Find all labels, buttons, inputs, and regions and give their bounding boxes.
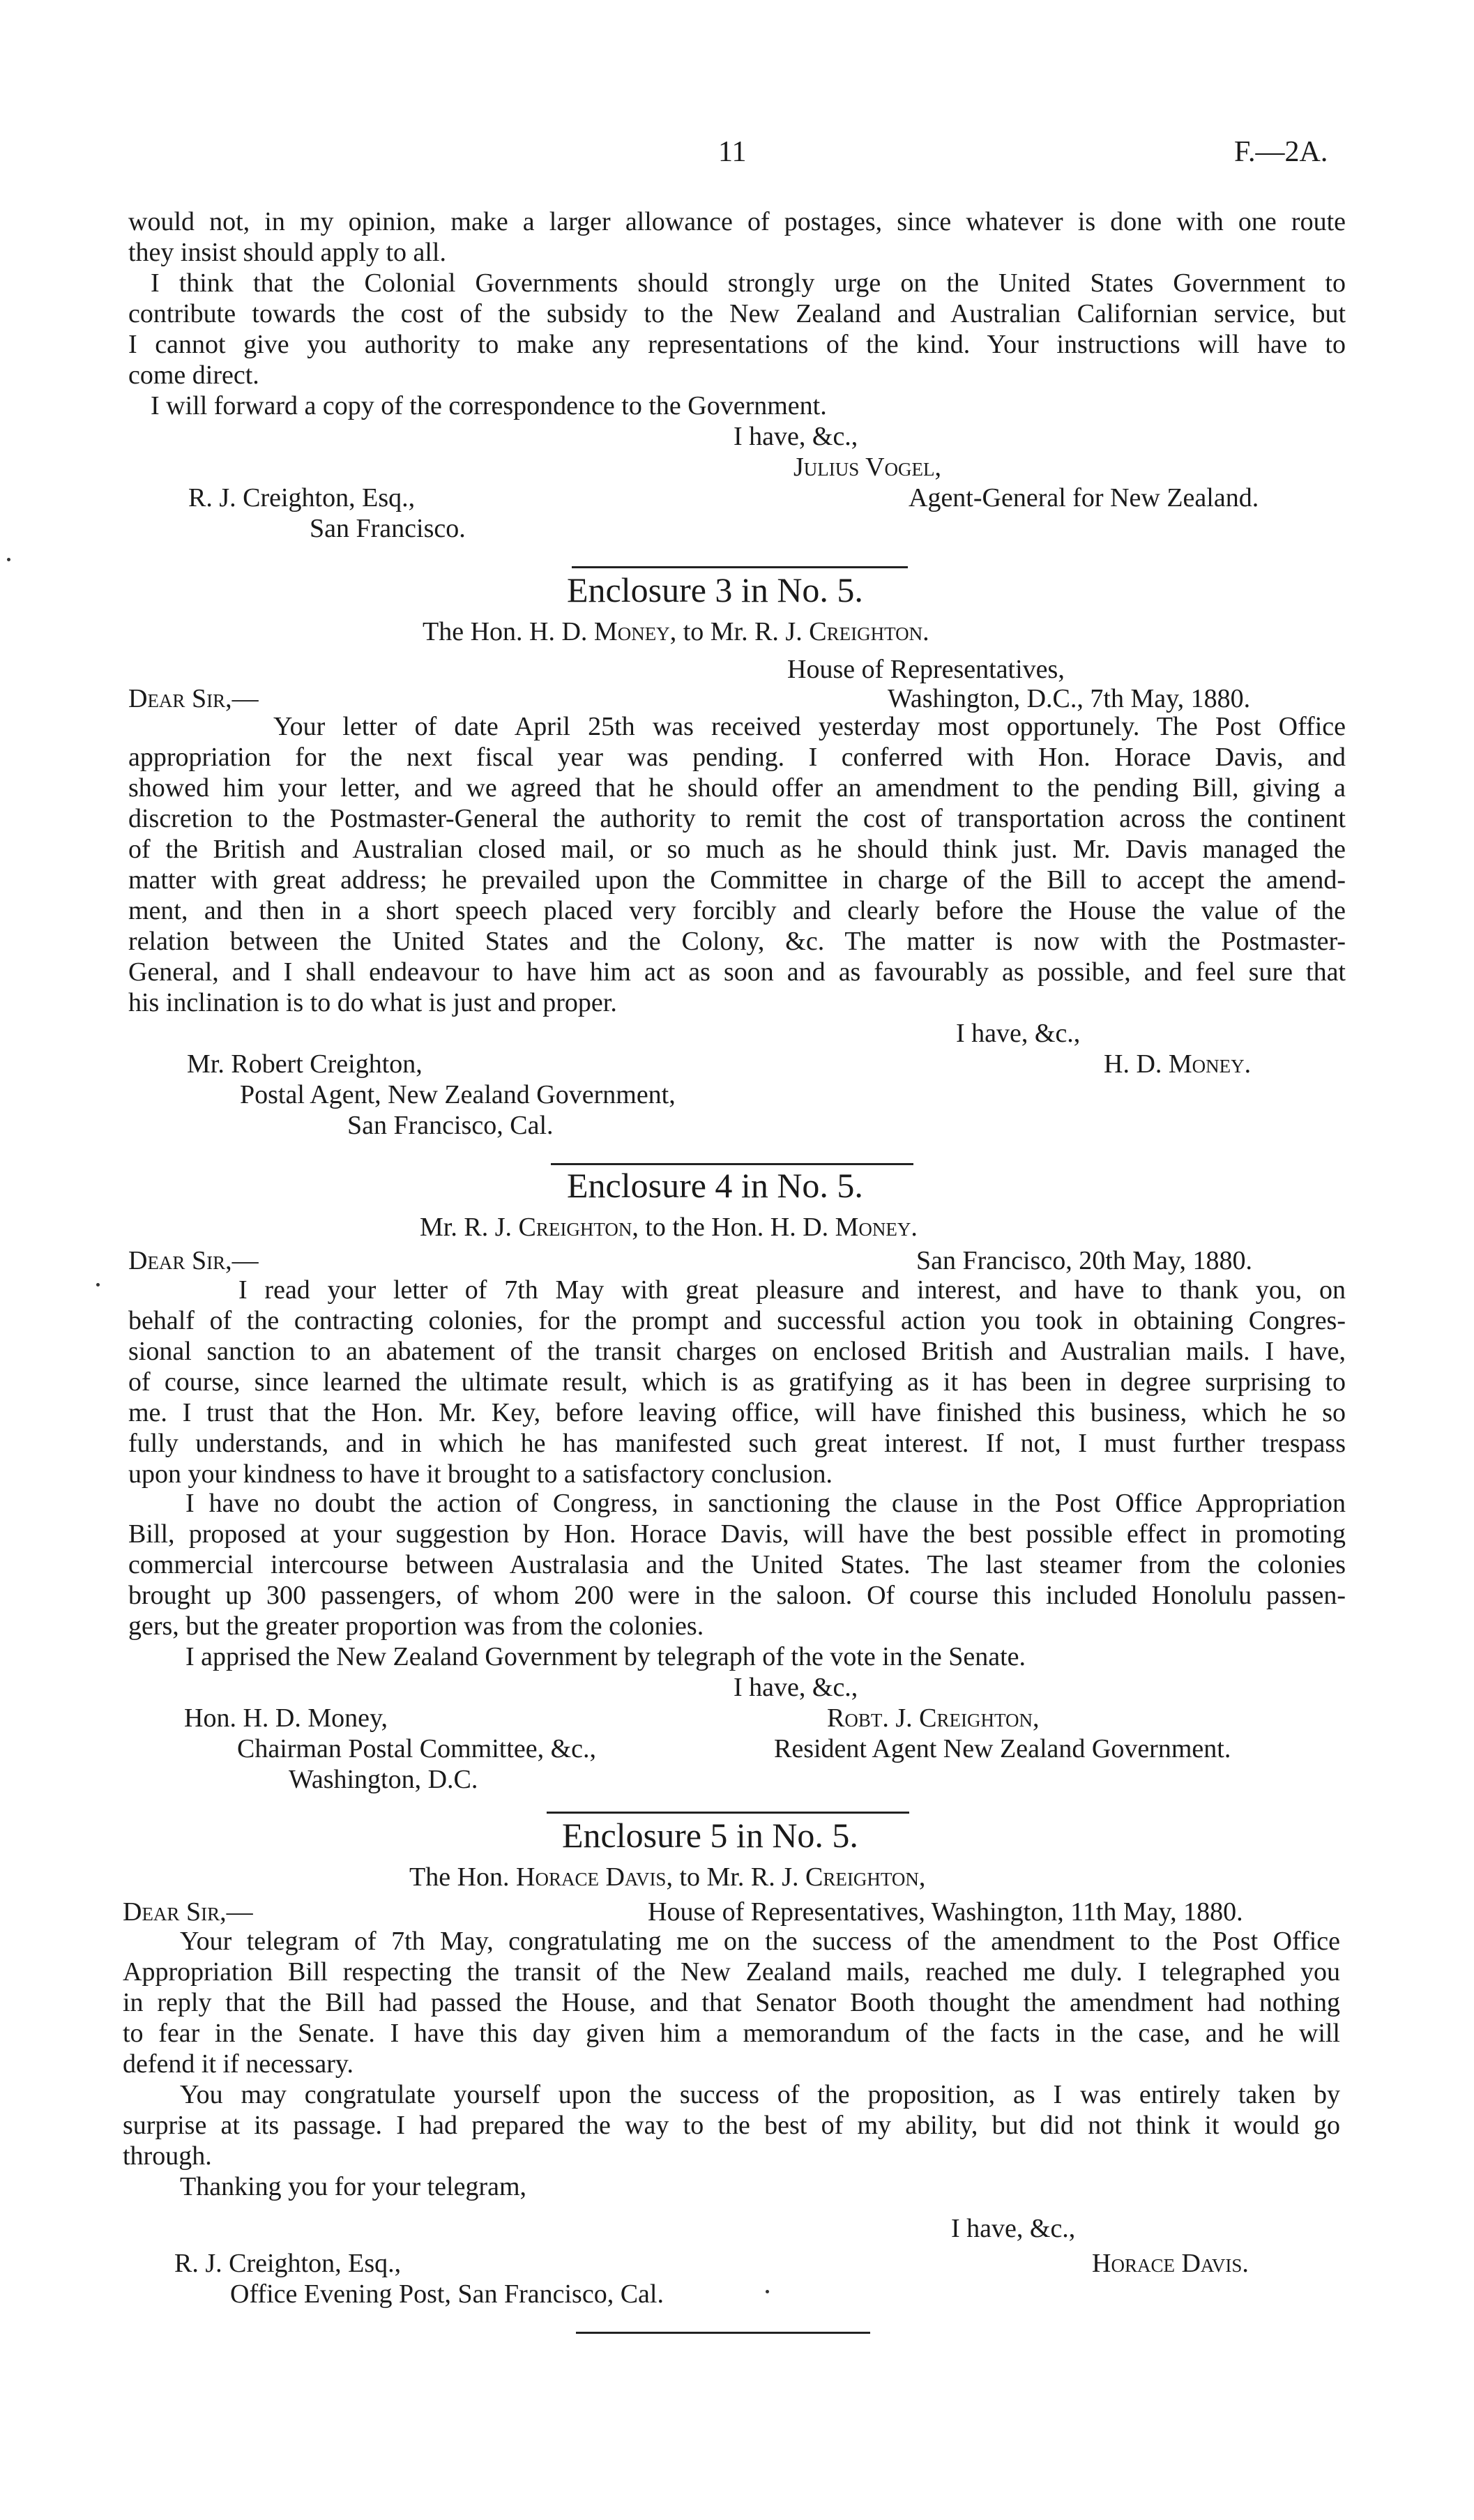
enclosure-3-addressee-1: Mr. Robert Creighton, (187, 1049, 423, 1079)
enclosure-5-line-3: in reply that the Bill had passed the House, and that Senator Booth thought the amendment had nothing (123, 1988, 1340, 2017)
enclosure-3-line-1: Your letter of date April 25th was received yesterday most opportunely. The Post Office (273, 712, 1346, 741)
enclosure-5-salutation: Dear Sir,— (123, 1897, 253, 1927)
enclosure-4-line-1: I read your letter of 7th May with great pleasure and interest, and have to thank you, on (238, 1275, 1346, 1305)
intro-signature-title: Agent-General for New Zealand. (909, 483, 1259, 513)
enclosure-5-line-8: through. (123, 2141, 212, 2171)
enclosure-5-line-6: You may congratulate yourself upon the success of the proposition, as I was entirely taken by (180, 2080, 1340, 2109)
enclosure-4-addressee-1: Hon. H. D. Money, (184, 1703, 388, 1733)
enclosure-3-line-9: General, and I shall endeavour to have him act as soon and as favourably as possible, and feel sure that (128, 957, 1346, 987)
enclosure-3-addressee-3: San Francisco, Cal. (347, 1111, 554, 1140)
enclosure-4-signature-title: Resident Agent New Zealand Government. (774, 1734, 1231, 1763)
enclosure-3-addressee-2: Postal Agent, New Zealand Government, (240, 1080, 676, 1109)
enclosure-3-signature: H. D. Money. (1104, 1049, 1252, 1079)
enclosure-3-line-4: discretion to the Postmaster-General the authority to remit the cost of transportation across the continent (128, 804, 1346, 833)
intro-signature: Julius Vogel, (793, 453, 942, 482)
intro-line-7: I will forward a copy of the correspondence to the Government. (151, 391, 827, 420)
enclosure-4-line-7: upon your kindness to have it brought to a satisfactory conclusion. (128, 1459, 833, 1489)
enclosure-3-line-5: of the British and Australian closed mail, or so much as he should think just. Mr. Davis managed the (128, 835, 1346, 864)
enclosure-5-address: House of Representatives, Washington, 11th May, 1880. (648, 1897, 1243, 1927)
enclosure-4-title: Enclosure 4 in No. 5. (567, 1166, 863, 1205)
enclosure-4-signature: Robt. J. Creighton, (827, 1703, 1040, 1733)
enclosure-3-address-1: House of Representatives, (787, 655, 1065, 684)
intro-addressee-1: R. J. Creighton, Esq., (188, 483, 416, 513)
enclosure-4-salutation: Dear Sir,— (128, 1246, 259, 1275)
enclosure-4-line-10: commercial intercourse between Australasia and the United States. The last steamer from the colonies (128, 1550, 1346, 1579)
enclosure-5-closing: I have, &c., (951, 2214, 1076, 2243)
enclosure-4-address: San Francisco, 20th May, 1880. (916, 1246, 1252, 1275)
page-number: 11 (718, 136, 747, 168)
scan-speck (96, 1283, 100, 1286)
scan-speck (7, 558, 10, 561)
enclosure-3-subtitle: The Hon. H. D. Money, to Mr. R. J. Creighton. (423, 617, 929, 646)
intro-addressee-2: San Francisco. (310, 514, 466, 543)
enclosure-4-subtitle: Mr. R. J. Creighton, to the Hon. H. D. Money. (420, 1213, 918, 1242)
intro-line-3: I think that the Colonial Governments should strongly urge on the United States Government to (151, 268, 1346, 298)
enclosure-5-addressee-2: Office Evening Post, San Francisco, Cal. (230, 2279, 664, 2309)
enclosure-5-title: Enclosure 5 in No. 5. (562, 1816, 858, 1855)
enclosure-4-line-2: behalf of the contracting colonies, for the prompt and successful action you took in obtaining Congres- (128, 1306, 1346, 1335)
intro-line-4: contribute towards the cost of the subsidy to the New Zealand and Australian Californian service, but (128, 299, 1346, 328)
intro-closing: I have, &c., (734, 422, 858, 451)
enclosure-3-line-2: appropriation for the next fiscal year was pending. I conferred with Hon. Horace Davis, and (128, 743, 1346, 772)
enclosure-4-addressee-2: Chairman Postal Committee, &c., (237, 1734, 597, 1763)
enclosure-5-line-9: Thanking you for your telegram, (180, 2172, 527, 2201)
enclosure-4-line-5: me. I trust that the Hon. Mr. Key, before leaving office, will have finished this business, which he so (128, 1398, 1346, 1427)
enclosure-3-line-3: showed him your letter, and we agreed that he should offer an amendment to the pending Bill, giving a (128, 773, 1346, 803)
enclosure-4-line-11: brought up 300 passengers, of whom 200 were in the saloon. Of course this included Honolulu passen- (128, 1581, 1346, 1610)
enclosure-4-line-6: fully understands, and in which he has manifested such great interest. If not, I must further trespass (128, 1429, 1346, 1458)
enclosure-5-line-2: Appropriation Bill respecting the transit of the New Zealand mails, reached me duly. I telegraphed you (123, 1957, 1340, 1987)
enclosure-3-line-6: matter with great address; he prevailed upon the Committee in charge of the Bill to accept the amend- (128, 865, 1346, 895)
enclosure-3-salutation: Dear Sir,— (128, 684, 259, 713)
enclosure-3-line-8: relation between the United States and the Colony, &c. The matter is now with the Postmaster- (128, 927, 1346, 956)
enclosure-3-line-10: his inclination is to do what is just and proper. (128, 988, 617, 1017)
enclosure-5-line-4: to fear in the Senate. I have this day given him a memorandum of the facts in the case, and he will (123, 2019, 1340, 2048)
enclosure-4-line-12: gers, but the greater proportion was from the colonies. (128, 1611, 704, 1641)
enclosure-5-line-1: Your telegram of 7th May, congratulating me on the success of the amendment to the Post Office (180, 1927, 1340, 1956)
enclosure-4-line-9: Bill, proposed at your suggestion by Hon. Horace Davis, will have the best possible effect in promoting (128, 1519, 1346, 1549)
enclosure-4-line-8: I have no doubt the action of Congress, in sanctioning the clause in the Post Office Appropriation (185, 1489, 1346, 1518)
enclosure-4-closing: I have, &c., (734, 1673, 858, 1702)
enclosure-5-addressee-1: R. J. Creighton, Esq., (174, 2249, 402, 2278)
enclosure-4-line-4: of course, since learned the ultimate result, which is as gratifying as it has been in degree surprising to (128, 1367, 1346, 1397)
intro-line-6: come direct. (128, 360, 259, 390)
enclosure-4-addressee-3: Washington, D.C. (289, 1765, 478, 1794)
intro-line-1: would not, in my opinion, make a larger allowance of postages, since whatever is done with one route (128, 207, 1346, 236)
document-reference: F.—2A. (1234, 136, 1328, 168)
scan-speck (766, 2290, 769, 2293)
divider (547, 1812, 909, 1814)
divider (572, 566, 908, 568)
enclosure-5-signature: Horace Davis. (1092, 2249, 1249, 2278)
enclosure-3-closing: I have, &c., (956, 1019, 1081, 1048)
divider (576, 2332, 870, 2334)
intro-line-2: they insist should apply to all. (128, 238, 446, 267)
enclosure-5-line-7: surprise at its passage. I had prepared the way to the best of my ability, but did not think it would go (123, 2111, 1340, 2140)
intro-line-5: I cannot give you authority to make any representations of the kind. Your instructions will have to (128, 330, 1346, 359)
divider (551, 1163, 913, 1165)
enclosure-3-title: Enclosure 3 in No. 5. (567, 570, 863, 609)
enclosure-4-line-3: sional sanction to an abatement of the transit charges on enclosed British and Australian mails. I have, (128, 1337, 1346, 1366)
enclosure-3-address-2: Washington, D.C., 7th May, 1880. (888, 684, 1251, 713)
enclosure-5-line-5: defend it if necessary. (123, 2049, 354, 2079)
enclosure-4-line-13: I apprised the New Zealand Government by telegraph of the vote in the Senate. (185, 1642, 1026, 1671)
enclosure-3-line-7: ment, and then in a short speech placed very forcibly and clearly before the House the value of the (128, 896, 1346, 925)
enclosure-5-subtitle: The Hon. Horace Davis, to Mr. R. J. Creighton, (409, 1862, 926, 1892)
